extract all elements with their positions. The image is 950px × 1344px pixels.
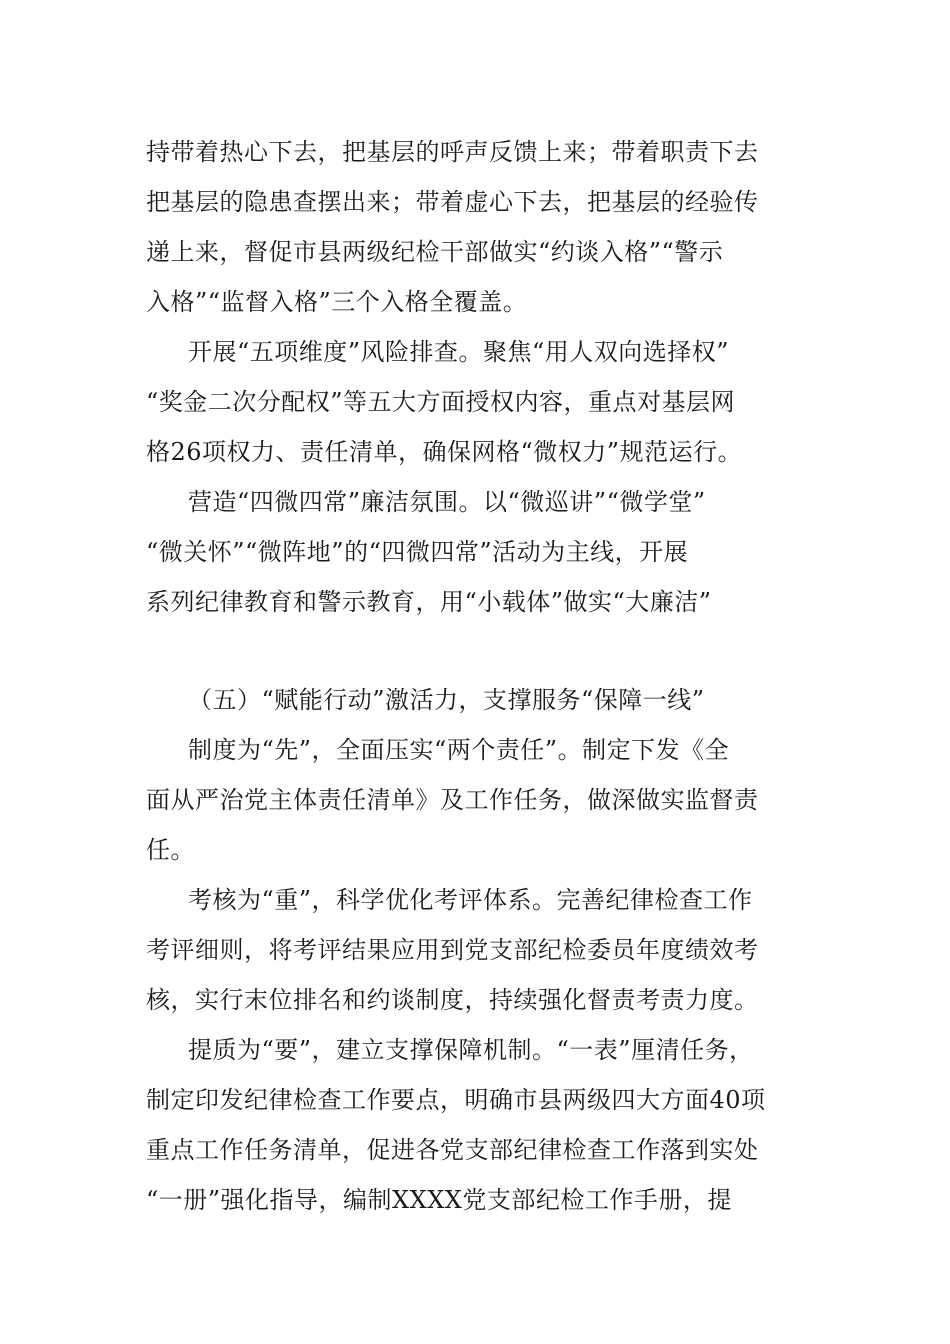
- paragraph-4-line-3: 任。: [146, 836, 195, 864]
- paragraph-6-line-1: 提质为“要”，建立支撑保障机制。“一表”厘清任务，: [188, 1036, 754, 1064]
- paragraph-1-line-4: 入格”“监督入格”三个入格全覆盖。: [146, 288, 528, 316]
- paragraph-4-line-2: 面从严治党主体责任清单》及工作任务，做深做实监督责: [146, 786, 759, 814]
- paragraph-6-line-3: 重点工作任务清单，促进各党支部纪律检查工作落到实处: [146, 1136, 759, 1164]
- paragraph-6-line-4: “一册”强化指导，编制XXXX党支部纪检工作手册，提: [146, 1186, 732, 1214]
- paragraph-2-line-3: 格26项权力、责任清单，确保网格“微权力”规范运行。: [146, 438, 743, 466]
- paragraph-3-line-3: 系列纪律教育和警示教育，用“小载体”做实“大廉洁”: [146, 588, 712, 616]
- paragraph-1-line-2: 把基层的隐患查摆出来；带着虚心下去，把基层的经验传: [146, 188, 759, 216]
- paragraph-3-line-2: “微关怀”“微阵地”的“四微四常”活动为主线，开展: [146, 538, 689, 566]
- paragraph-2-line-1: 开展“五项维度”风险排查。聚焦“用人双向选择权”: [188, 338, 730, 366]
- paragraph-1-line-1: 持带着热心下去，把基层的呼声反馈上来；带着职责下去: [146, 138, 759, 166]
- section-heading-5: （五）“赋能行动”激活力，支撑服务“保障一线”: [188, 686, 705, 714]
- paragraph-5-line-1: 考核为“重”，科学优化考评体系。完善纪律检查工作: [188, 886, 753, 914]
- paragraph-1-line-3: 递上来，督促市县两级纪检干部做实“约谈入格”“警示: [146, 238, 724, 266]
- paragraph-5-line-3: 核，实行末位排名和约谈制度，持续强化督责考责力度。: [146, 986, 759, 1014]
- paragraph-2-line-2: “奖金二次分配权”等五大方面授权内容，重点对基层网: [146, 388, 736, 416]
- paragraph-5-line-2: 考评细则，将考评结果应用到党支部纪检委员年度绩效考: [146, 936, 759, 964]
- paragraph-6-line-2: 制定印发纪律检查工作要点，明确市县两级四大方面40项: [146, 1086, 766, 1114]
- paragraph-3-line-1: 营造“四微四常”廉洁氛围。以“微巡讲”“微学堂”: [188, 488, 706, 516]
- paragraph-4-line-1: 制度为“先”，全面压实“两个责任”。制定下发《全: [188, 736, 730, 764]
